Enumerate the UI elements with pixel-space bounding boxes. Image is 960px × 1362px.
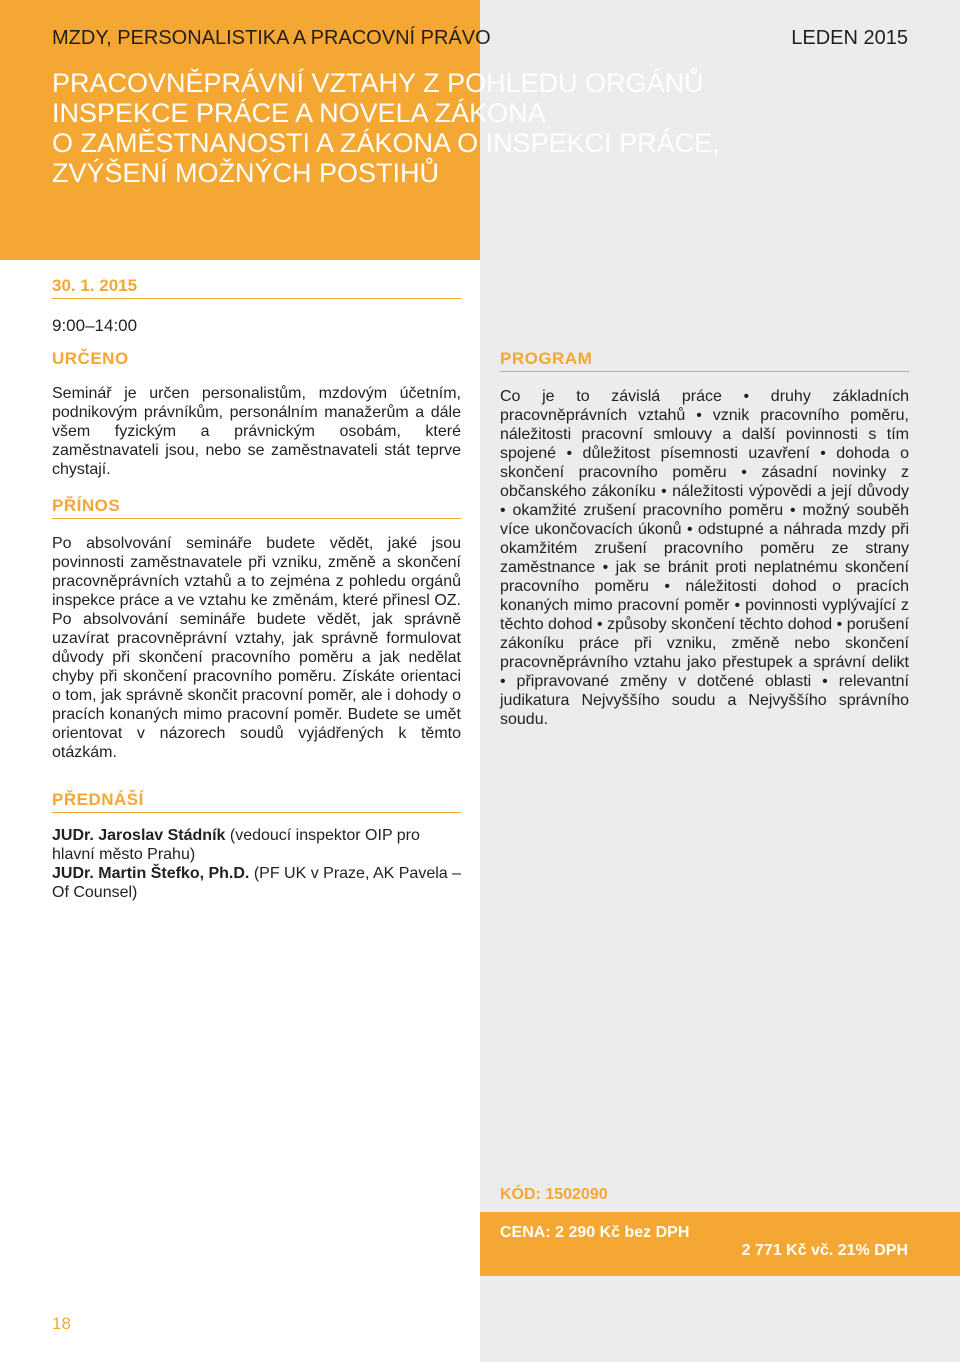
date-divider: [52, 298, 461, 299]
prednasi-divider: [52, 812, 461, 813]
program-divider: [500, 371, 909, 372]
prinos-text: Po absolvování semináře budete vědět, jaké jsou povinnosti zaměstnavatele při vzniku, změně a skončení pracovněprávních vztahů a to zejména z pohledu orgánů inspekce práce a ve vztahu ke změnám, které přinesl OZ. Po absolvování semináře budete vědět, jak správně uzavírat pracovněprávní vztahy, jak správně formulovat důvody při skončení pracovního poměru a jak nedělat chyby při skončení pracovního poměru. Získáte orientaci o tom, jak správně skončit pracovní poměr, ale i dohody o pracích konaných mimo pracovní poměr. Budete se umět orientovat v názorech soudů vyjádřených k těmto otázkám.: [52, 535, 461, 761]
page-number: 18: [52, 1314, 71, 1333]
program-text: Co je to závislá práce • druhy základních pracovněprávních vztahů • vznik pracovního poměru, náležitosti pracovní smlouvy a další povinnosti s tím spojené • důležitost písemnosti uzavření • dohoda o skončení pracovního poměru • zásadní novinky z občanského zákoníku • náležitosti výpovědi a její důvody • okamžité zrušení pracovního poměru • možný souběh více ukončovacích úkonů • odstupné a náhrada mzdy při okamžitém zrušení pracovního poměru ze strany zaměstnance • jak se bránit proti neplatnému skončení pracovního poměru • náležitosti dohod o pracích konaných mimo pracovní poměr • povinnosti vyplývající z těchto dohod • způsoby skončení těchto dohod • porušení zákoníku práce při vzniku, změně nebo skončení pracovněprávního vztahu jako přestupek a správní delikt • připravované změny v dotčené oblasti • relevantní judikatura Nejvyššího soudu a Nejvyššího správního soudu.: [500, 388, 909, 728]
title-line: INSPEKCE PRÁCE A NOVELA ZÁKONA: [52, 98, 546, 128]
lecturer-role: (PF UK v Praze, AK Pavela – Of Counsel): [52, 865, 462, 901]
urceno-heading: URČENO: [52, 349, 129, 368]
lecturer-entry: [52, 826, 461, 864]
lecturer-name: JUDr. Jaroslav Stádník: [52, 827, 226, 844]
price-net: CENA: 2 290 Kč bez DPH: [500, 1224, 690, 1241]
course-code: KÓD: 1502090: [500, 1186, 608, 1203]
program-heading: PROGRAM: [500, 349, 593, 368]
running-head-section: MZDY, PERSONALISTIKA A PRACOVNÍ PRÁVO: [52, 27, 491, 49]
lecturer-name: JUDr. Martin Štefko, Ph.D.: [52, 865, 250, 882]
running-head-issue: LEDEN 2015: [791, 27, 908, 49]
title-line: PRACOVNĚPRÁVNÍ VZTAHY Z POHLEDU ORGÁNŮ: [52, 68, 704, 98]
prinos-divider: [52, 518, 461, 519]
lecturers-block: [52, 826, 461, 902]
seminar-title: [52, 68, 852, 188]
urceno-text: Seminář je určen personalistům, mzdovým účetním, podnikovým právníkům, personálním manažerům a dále všem fyzickým a právnickým osobám, které zaměstnavateli jsou, nebo se zaměstnavateli stát teprve chystají.: [52, 385, 461, 478]
lecturer-role: (vedoucí inspektor OIP pro hlavní město Prahu): [52, 827, 420, 863]
prinos-heading: PŘÍNOS: [52, 496, 121, 515]
title-line: ZVÝŠENÍ MOŽNÝCH POSTIHŮ: [52, 158, 440, 188]
event-date: 30. 1. 2015: [52, 276, 138, 295]
title-line: O ZAMĚSTNANOSTI A ZÁKONA O INSPEKCI PRÁCE,: [52, 128, 720, 158]
prednasi-heading: PŘEDNÁŠÍ: [52, 790, 144, 809]
event-time: 9:00–14:00: [52, 316, 138, 335]
lecturer-entry: [52, 864, 461, 902]
price-gross: 2 771 Kč vč. 21% DPH: [741, 1242, 908, 1259]
